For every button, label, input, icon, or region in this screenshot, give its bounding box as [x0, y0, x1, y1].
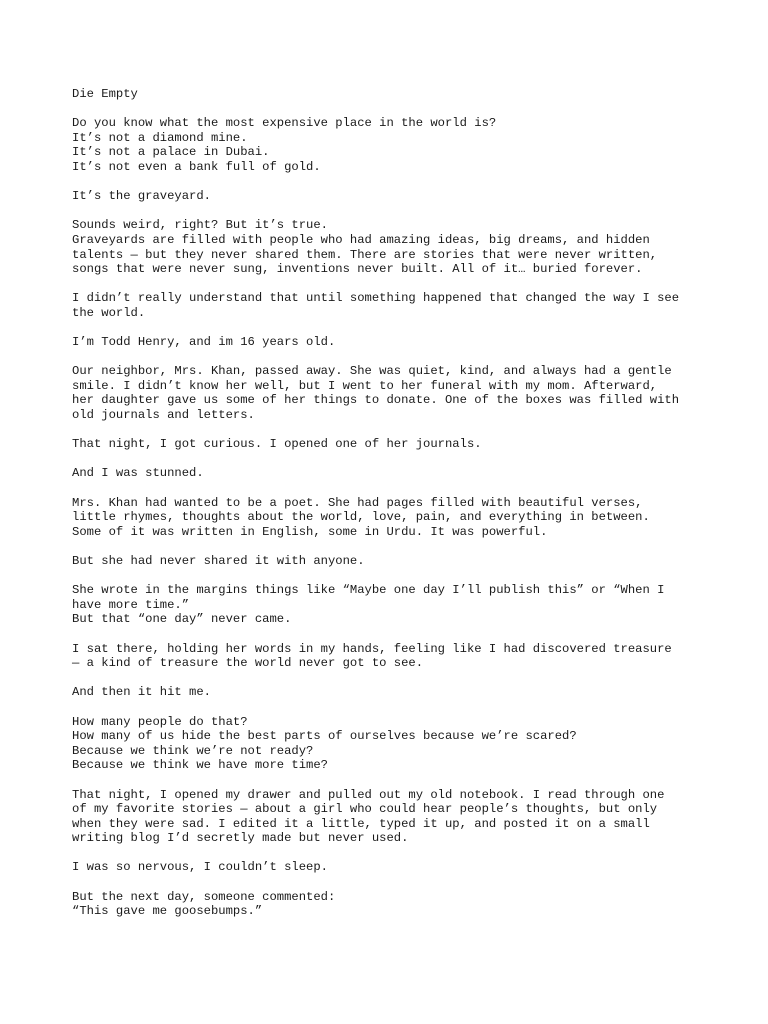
- text-line: How many people do that?: [72, 714, 248, 729]
- text-line: How many of us hide the best parts of ourselves because we’re scared?: [72, 729, 577, 744]
- paragraph: [72, 189, 722, 204]
- text-line: But the next day, someone commented:: [72, 889, 336, 904]
- text-line: Mrs. Khan had wanted to be a poet. She had pages filled with beautiful verses,: [72, 495, 643, 510]
- paragraph: [72, 554, 722, 569]
- document-page: [72, 87, 722, 933]
- paragraph: [72, 788, 722, 846]
- text-line: It’s not a palace in Dubai.: [72, 145, 270, 160]
- text-line: It’s not a diamond mine.: [72, 130, 248, 145]
- text-line: Graveyards are filled with people who had amazing ideas, big dreams, and hidden: [72, 232, 650, 247]
- paragraph: [72, 218, 722, 276]
- text-line: I was so nervous, I couldn’t sleep.: [72, 860, 328, 875]
- paragraph: [72, 291, 722, 320]
- text-line: writing blog I’d secretly made but never used.: [72, 831, 409, 846]
- text-line: smile. I didn’t know her well, but I went to her funeral with my mom. Afterward,: [72, 378, 658, 393]
- paragraph: [72, 583, 722, 627]
- paragraph: [72, 496, 722, 540]
- text-line: That night, I opened my drawer and pulled out my old notebook. I read through one: [72, 787, 665, 802]
- text-line: I sat there, holding her words in my hands, feeling like I had discovered treasure: [72, 641, 672, 656]
- text-line: Die Empty: [72, 87, 138, 101]
- paragraph: [72, 685, 722, 700]
- text-line: of my favorite stories — about a girl who could hear people’s thoughts, but only: [72, 802, 658, 817]
- text-line: talents — but they never shared them. There are stories that were never written,: [72, 247, 658, 262]
- text-line: It’s not even a bank full of gold.: [72, 159, 321, 174]
- text-line: when they were sad. I edited it a little, typed it up, and posted it on a small: [72, 816, 650, 831]
- text-line: Our neighbor, Mrs. Khan, passed away. She was quiet, kind, and always had a gentle: [72, 364, 672, 379]
- text-line: — a kind of treasure the world never got to see.: [72, 656, 424, 671]
- paragraph: [72, 364, 722, 422]
- text-line: But she had never shared it with anyone.: [72, 554, 365, 568]
- text-line: That night, I got curious. I opened one of her journals.: [72, 437, 482, 452]
- paragraph: [72, 466, 722, 481]
- paragraph: [72, 335, 722, 350]
- paragraph: [72, 890, 722, 919]
- text-line: little rhymes, thoughts about the world, love, pain, and everything in between.: [72, 510, 650, 525]
- text-line: “This gave me goosebumps.”: [72, 904, 263, 919]
- text-line: the world.: [72, 305, 146, 320]
- text-line: I didn’t really understand that until something happened that changed the way I see: [72, 291, 680, 306]
- text-line: I’m Todd Henry, and im 16 years old.: [72, 335, 336, 350]
- text-line: have more time.”: [72, 597, 190, 612]
- text-line: She wrote in the margins things like “Maybe one day I’ll publish this” or “When I: [72, 583, 665, 598]
- paragraph: [72, 116, 722, 174]
- text-line: songs that were never sung, inventions never built. All of it… buried forever.: [72, 262, 643, 277]
- text-line: But that “one day” never came.: [72, 612, 292, 627]
- document-title: [72, 87, 722, 102]
- text-line: old journals and letters.: [72, 408, 255, 423]
- paragraph: [72, 437, 722, 452]
- text-line: Because we think we’re not ready?: [72, 743, 314, 758]
- paragraph: [72, 860, 722, 875]
- text-line: It’s the graveyard.: [72, 189, 211, 204]
- text-line: And then it hit me.: [72, 685, 211, 700]
- paragraph: [72, 715, 722, 773]
- text-line: Do you know what the most expensive place in the world is?: [72, 116, 497, 131]
- text-line: And I was stunned.: [72, 466, 204, 481]
- text-line: Some of it was written in English, some in Urdu. It was powerful.: [72, 524, 548, 539]
- text-line: her daughter gave us some of her things to donate. One of the boxes was filled with: [72, 393, 680, 408]
- text-line: Because we think we have more time?: [72, 758, 328, 773]
- text-line: Sounds weird, right? But it’s true.: [72, 218, 328, 233]
- paragraph: [72, 642, 722, 671]
